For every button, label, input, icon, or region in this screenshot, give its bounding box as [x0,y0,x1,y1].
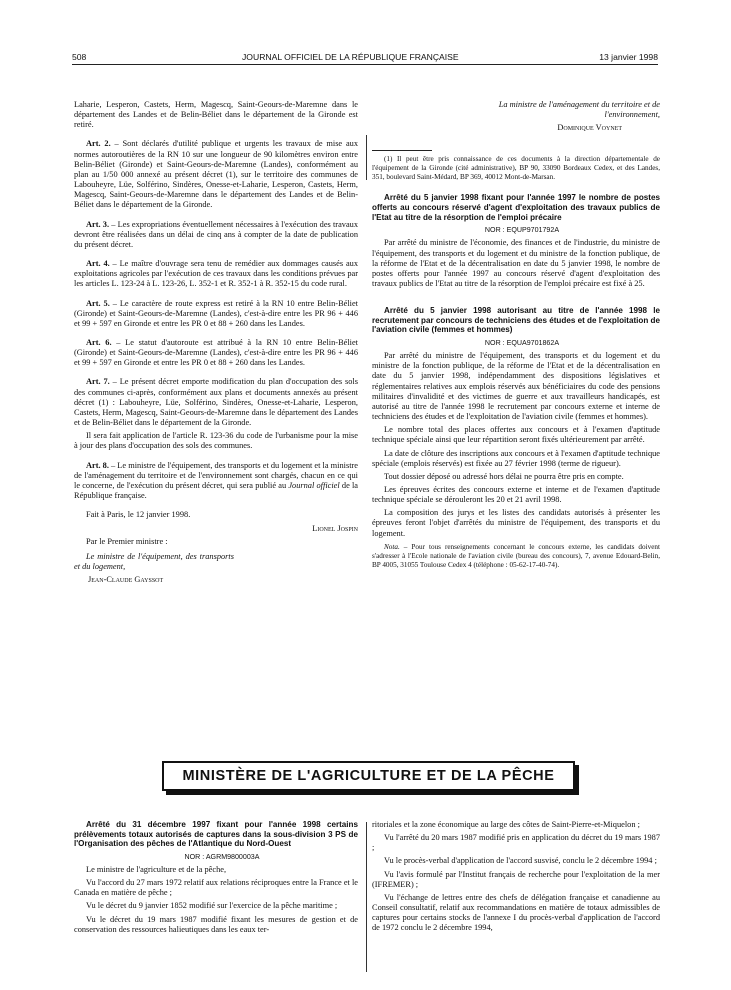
decree-continuation: Laharie, Lesperon, Castets, Herm, Magescq, Saint-Geours-de-Maremne dans le département des Landes et de Belin-Béliet dans le département de la Gironde est retiré. [74,100,358,130]
article-3: Art. 3. – Les expropriations éventuellement nécessaires à l'exécution des travaux devront être réalisées dans un délai de cinq ans à compter de la date de publication du présent décret. [74,219,358,249]
article-6: Art. 6. – Le statut d'autoroute est attribué à la RN 10 entre Belin-Béliet (Gironde) et Saint-Geours-de-Maremne (Landes), c'est-à-dire entre les PR 96 + 446 et 99 + 597 en Gironde et entre les PR 0 et 88 + 260 dans les Landes. [74,337,358,368]
decree-3-paragraph-2: Vu l'accord du 27 mars 1972 relatif aux relations réciproques entre la France et le Canada en matière de pêche ; [74,878,358,898]
bottom-left-column [74,820,358,938]
done-at: Fait à Paris, le 12 janvier 1998. [86,510,191,520]
column-divider [366,135,367,180]
footnote-rule [372,150,432,151]
decree-2-paragraph-3: La date de clôture des inscriptions aux concours et à l'examen d'aptitude technique spéciale (emplois réservés) est fixée au 27 février 1998 (terme de rigueur). [372,448,660,468]
minister-title: Le ministre de l'équipement, des transports et du logement, [74,551,234,571]
decree-2-paragraph-5: Les épreuves écrites des concours externe et interne et de l'examen d'aptitude technique spéciale se dérouleront les 20 et 21 avril 1998. [372,485,660,505]
decree-3-paragraph-6: Vu le procès-verbal d'application de l'accord susvisé, conclu le 2 décembre 1994 ; [384,856,657,866]
decree-3-paragraph-4: Vu le décret du 19 mars 1987 modifié fixant les mesures de gestion et de conservation des ressources halieutiques dans les eaux ter- [74,914,358,934]
decree-3-paragraph-7: Vu l'avis formulé par l'Institut français de recherche pour l'exploitation de la mer (IFREMER) ; [372,869,660,889]
bottom-right-column [372,820,660,937]
issue-date: 13 janvier 1998 [599,52,658,62]
header-rule [72,64,658,65]
bottom-column-divider [366,822,367,972]
page-number: 508 [72,52,87,62]
minister2-name: Dominique Voynet [557,123,622,133]
minister2-title: La ministre de l'aménagement du territoire et de l'environnement, [498,100,660,120]
decree-3-paragraph-1: Le ministre de l'agriculture et de la pêche, [86,864,227,874]
minister-name: Jean-Claude Gayssot [88,574,164,584]
article-7-paragraph-2: Il sera fait application de l'article R. 123-36 du code de l'urbanisme pour la mise à jour des plans d'occupation des sols des communes. [74,431,358,451]
decree-1-text: Par arrêté du ministre de l'économie, des finances et de l'industrie, du ministre de l'équipement, des transports et du logement et du ministre de la fonction publique, de la réforme de l'Etat et de la décentralisation en date du 5 janvier 1998, le nombre de postes offerts pour l'année 1997 au concours réservé d'agent d'exploitation des travaux publics de l'Etat au titre de la résorption de l'emploi précaire est fixé à 25. [372,238,660,289]
decree-3-title: Arrêté du 31 décembre 1997 fixant pour l'année 1998 certains prélèvements totaux autorisés de captures dans la sous-division 3 PS de l'Organisation des pêches de l'Atlantique du Nord-Ouest [74,820,358,849]
decree-3-paragraph-8: Vu l'échange de lettres entre des chefs de délégation française et canadienne au Conseil consultatif, relatif aux recommandations en matière de totaux admissibles de captures pour certains stocks de l'annexe I du procès-verbal d'application de l'accord de 1972 conclu le 2 décembre 1994, [372,892,660,933]
by-prime-minister: Par le Premier ministre : [86,537,168,547]
decree-2-title: Arrêté du 5 janvier 1998 autorisant au titre de l'année 1998 le recrutement par concours de techniciens des études et de l'exploitation de l'aviation civile (femmes et hommes) [372,306,660,335]
decree-2-nor: NOR : EQUA9701862A [484,338,560,347]
article-7: Art. 7. – Le présent décret emporte modification du plan d'occupation des sols des communes ci-après, conformément aux plans et documents annexés au présent décret (1) : Labouheyre, Lüe, Solférino, Sindères, Onesse-et-Laharie, Lesperon, Castets, Herm, Magescq, Saint-Geours-de-Maremne dans le département des Landes et de Belin-Béliet dans le département de la Gironde. [74,377,359,428]
decree-2-paragraph-1: Par arrêté du ministre de l'équipement, des transports et du logement et du ministre de la fonction publique, de la réforme de l'Etat et de la décentralisation en date du 5 janvier 1998, indépendamment des dispositions législatives et réglementaires relatives aux emplois réservés aux bénéficiaires du code des pensions militaires d'invalidité et des victimes de guerre et aux travailleurs handicapés, est autorisé au titre de l'année 1998 le recrutement par concours externe et interne de techniciens des études et de l'exploitation de l'aviation civile (femmes et hommes). [372,351,660,422]
right-column [372,100,660,573]
decree-3-paragraph-5: Vu l'arrêté du 20 mars 1987 modifié pris en application du décret du 19 mars 1987 ; [372,833,660,853]
article-2: Art. 2. – Sont déclarés d'utilité publique et urgents les travaux de mise aux normes autoroutières de la RN 10 sur une longueur de 90 kilomètres environ entre Belin-Béliet (Gironde) et Saint-Geours-de-Maremne (Landes), conformément au plan au 1/50 000 annexé au présent décret (1), sur le territoire des communes de Labouheyre, Lüe, Solférino, Sindères, Onesse-et-Laharie, Lesperon, Castets, Herm, Magescq, Saint-Geours-de-Maremne dans le département des Landes et de Belin-Béliet dans le département de la Gironde. [74,139,359,210]
article-4: Art. 4. – Le maître d'ouvrage sera tenu de remédier aux dommages causés aux exploitations agricoles par l'exécution de ces travaux dans les conditions prévues par les articles L. 123-24 à L. 123-26, L. 352-1 et R. 352-1 à R. 352-15 du code rural. [74,259,359,289]
signatory: Lionel Jospin [312,524,358,534]
footnote: (1) Il peut être pris connaissance de ces documents à la direction départementale de l'équipement de la Gironde (cité administrative), BP 90, 33090 Bordeaux Cedex, et des Landes, 351, boulevard Saint-Médard, BP 369, 40012 Mont-de-Marsan. [372,155,660,182]
journal-title: JOURNAL OFFICIEL DE LA RÉPUBLIQUE FRANÇAISE [242,52,459,62]
decree-3-paragraph-3: Vu le décret du 9 janvier 1852 modifié sur l'exercice de la pêche maritime ; [86,901,338,911]
left-column [74,100,358,588]
decree-1-title: Arrêté du 5 janvier 1998 fixant pour l'année 1997 le nombre de postes offerts au concours réservé d'agent d'exploitation des travaux publics de l'Etat au titre de la résorption de l'emploi précaire [372,193,660,222]
article-5: Art. 5. – Le caractère de route express est retiré à la RN 10 entre Belin-Béliet (Gironde) et Saint-Geours-de-Maremne (Landes), c'est-à-dire entre les PR 96 + 446 et 99 + 597 en Gironde et entre les PR 0 et 88 + 260 dans les Landes. [74,298,358,328]
decree-3-continuation: ritoriales et la zone économique au large des côtes de Saint-Pierre-et-Miquelon ; [372,820,640,829]
decree-3-nor: NOR : AGRM9800003A [184,852,260,861]
ministry-banner: MINISTÈRE DE L'AGRICULTURE ET DE LA PÊCHE [162,761,575,791]
article-8: Art. 8. – Le ministre de l'équipement, des transports et du logement et la ministre de l'aménagement du territoire et de l'environnement sont chargés, chacun en ce qui le concerne, de l'exécution du présent décret, qui sera publié au Journal officiel de la République française. [74,460,358,500]
decree-2-paragraph-2: Le nombre total des places offertes aux concours et à l'examen d'aptitude technique spéciale ainsi que leur répartition seront fixés ultérieurement par arrêté. [372,425,660,445]
decree-2-paragraph-4: Tout dossier déposé ou adressé hors délai ne pourra être pris en compte. [384,471,624,481]
decree-2-note: Nota. – Pour tous renseignements concernant le concours externe, les candidats doivent s'adresser à l'Ecole nationale de l'aviation civile (bureau des concours), 7, avenue Edouard-Belin, BP 4005, 31055 Toulouse Cedex 4 (téléphone : 05-62-17-40-74). [372,542,660,569]
decree-2-paragraph-6: La composition des jurys et les listes des candidats autorisés à présenter les épreuves feront l'objet d'arrêtés du ministre de l'équipement, des transports et du logement. [372,508,660,538]
decree-1-nor: NOR : EQUP9701792A [484,226,560,235]
